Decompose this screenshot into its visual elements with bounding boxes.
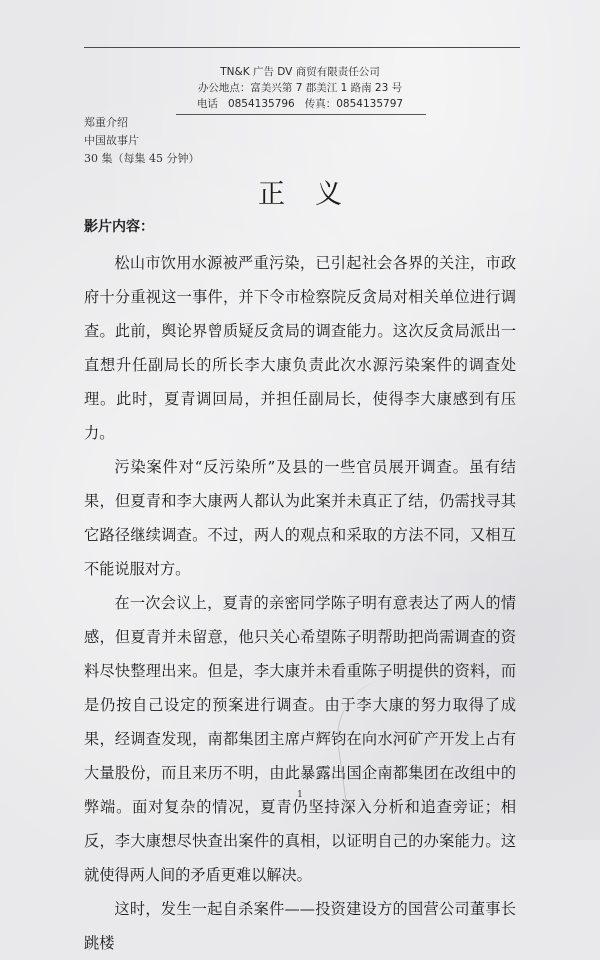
intro-line-genre: 中国故事片 xyxy=(84,134,139,147)
top-divider xyxy=(84,47,520,48)
phone-label: 电话 xyxy=(196,98,218,110)
intro-line-episodes: 30 集（每集 45 分钟） xyxy=(84,152,200,165)
intro-block xyxy=(84,114,199,168)
letterhead-underline xyxy=(176,114,426,115)
paragraph: 松山市饮用水源被严重污染，已引起社会各界的关注，市政府十分重视这一事件，并下令市检察院反贪局对相关单位进行调查。此前，舆论界曾质疑反贪局的调查能力。这次反贪局派出一直想升任副局长的所长李大康负责此次水源污染案件的调查处理。此时，夏青调回局，并担任副局长，使得李大康感到有压力。 xyxy=(84,254,516,442)
paragraph: 污染案件对“反污染所”及县的一些官员展开调查。虽有结果，但夏青和李大康两人都认为此案并未真正了结，仍需找寻其它路径继续调查。不过，两人的观点和采取的方法不同，又相互不能说服对方。 xyxy=(84,458,516,578)
company-contact xyxy=(150,96,450,112)
page-number: 1 xyxy=(297,790,303,800)
intro-line-presentation: 郑重介绍 xyxy=(84,116,128,129)
fax-value: 0854135797 xyxy=(336,98,404,110)
address-value: 富美兴第 7 郡美江 1 路南 23 号 xyxy=(250,82,403,94)
letterhead xyxy=(150,64,450,112)
document-title: 正义 xyxy=(258,179,372,210)
company-address xyxy=(150,80,450,96)
company-name: TN&K 广告 DV 商贸有限责任公司 xyxy=(220,66,380,78)
paragraph: 这时，发生一起自杀案件——投资建设方的国营公司董事长跳楼 xyxy=(84,900,516,952)
fax-label: 传真： xyxy=(304,98,337,110)
section-label-content: 影片内容： xyxy=(84,219,154,235)
paragraph: 在一次会议上，夏青的亲密同学陈子明有意表达了两人的情感，但夏青并未留意，他只关心希望陈子明帮助把尚需调查的资料尽快整理出来。但是，李大康并未看重陈子明提供的资料，而是仍按自己设定的预案进行调查。由于李大康的努力取得了成果，经调查发现，南都集团主席卢辉钧在向水河矿产开发上占有大量股份，而且来历不明，由此暴露出国企南都集团在改组中的弊端。面对复杂的情况，夏青仍坚持深入分析和追查旁证；相反，李大康想尽快查出案件的真相，以证明自己的办案能力。这就使得两人间的矛盾更难以解决。 xyxy=(84,594,516,884)
synopsis-body xyxy=(84,246,516,960)
phone-value: 0854135796 xyxy=(227,98,295,110)
address-label: 办公地点： xyxy=(197,82,251,94)
